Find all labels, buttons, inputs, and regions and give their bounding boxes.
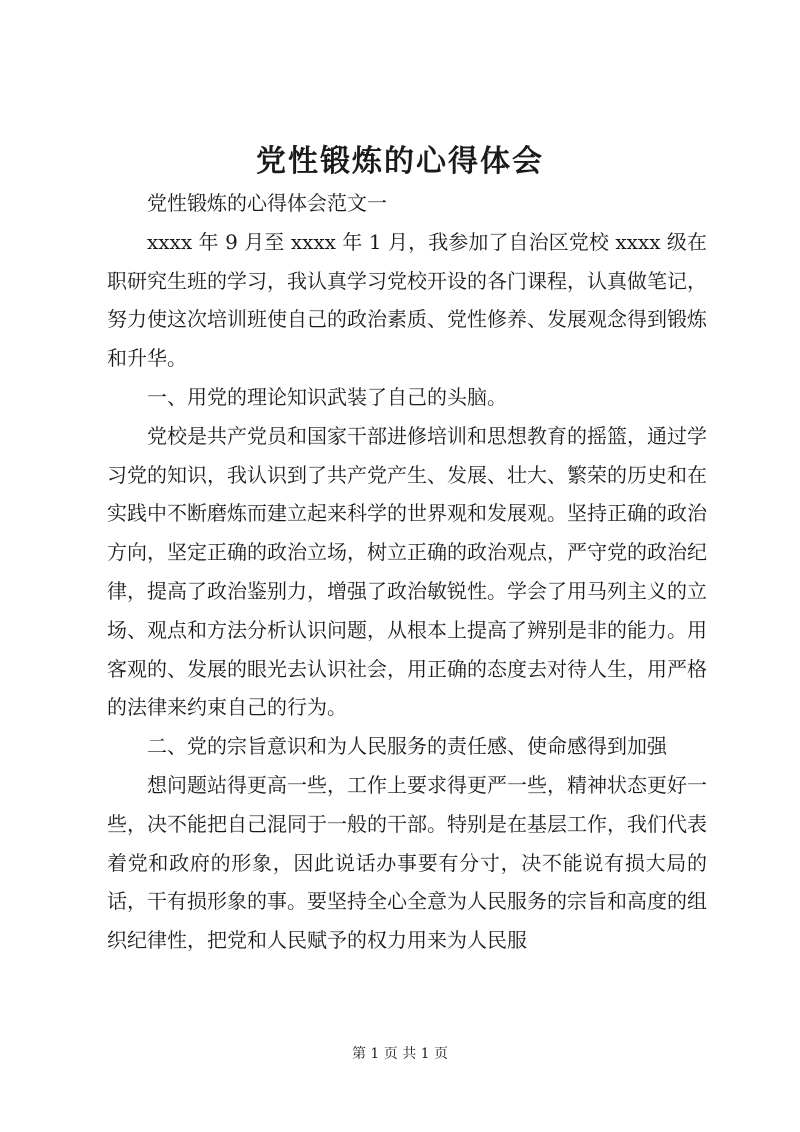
page-number-footer: 第 1 页 共 1 页 — [351, 1046, 449, 1062]
paragraph-section-2: 想问题站得更高一些，工作上要求得更严一些，精神状态更好一些，决不能把自己混同于一般的干部。特别是在基层工作，我们代表着党和政府的形象，因此说话办事要有分寸，决不能说有损大局的话，干有损形象的事。要坚持全心全意为人民服务的宗旨和高度的组织纪律性，把党和人民赋予的权力用来为人民服 — [107, 772, 707, 953]
section-heading-2: 二、党的宗旨意识和为人民服务的责任感、使命感得到加强 — [147, 734, 667, 759]
paragraph-subtitle: 党性锻炼的心得体会范文一 — [147, 191, 387, 215]
paragraph-section-1: 党校是共产党员和国家干部进修培训和思想教育的摇篮，通过学习党的知识，我认识到了共产党产生、发展、壮大、繁荣的历史和在实践中不断磨炼而建立起来科学的世界观和发展观。坚持正确的政治方向，坚定正确的政治立场，树立正确的政治观点，严守党的政治纪律，提高了政治鉴别力，增强了政治敏锐性。学会了用马列主义的立场、观点和方法分析认识问题，从根本上提高了辨别是非的能力。用客观的、发展的眼光去认识社会，用正确的态度去对待人生，用严格的法律来约束自己的行为。 — [107, 423, 707, 720]
section-heading-1: 一、用党的理论知识武装了自己的头脑。 — [147, 384, 507, 409]
paragraph-intro: xxxx 年 9 月至 xxxx 年 1 月，我参加了自治区党校 xxxx 级在职研究生班的学习，我认真学习党校开设的各门课程，认真做笔记，努力使这次培训班使自己的政治素质、党性修养、发展观念得到锻炼和升华。 — [107, 229, 707, 371]
document-title: 党性锻炼的心得体会 — [256, 144, 544, 179]
document-body — [107, 184, 707, 960]
